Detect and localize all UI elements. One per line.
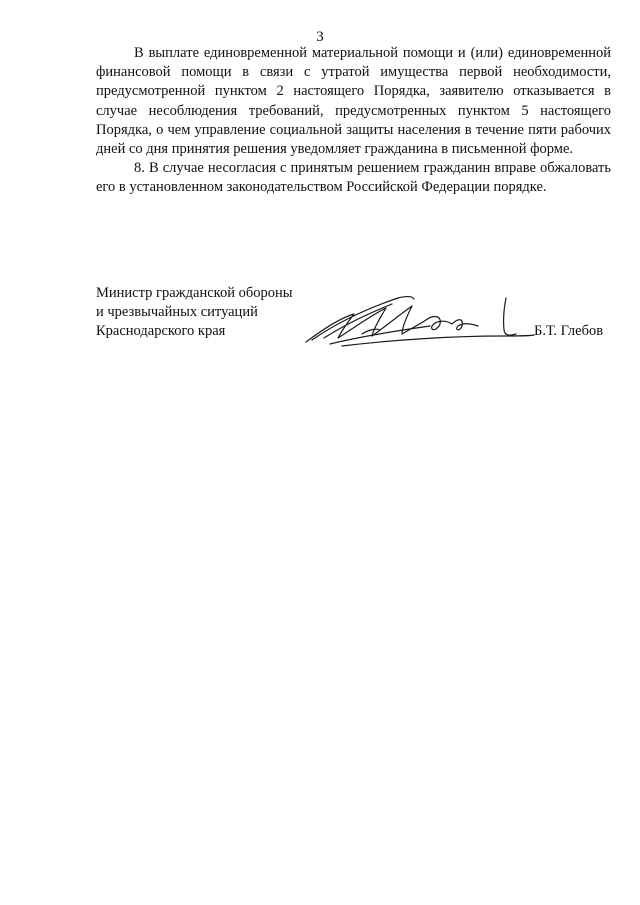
signatory-position-line: Краснодарского края (96, 323, 226, 340)
paragraph-appeal: 8. В случае несогласия с принятым решением гражданин вправе обжаловать его в установленном законодательством Российской Федерации порядке. (96, 160, 611, 196)
signatory-position-line: Министр гражданской обороны (96, 285, 293, 301)
document-body (96, 44, 611, 198)
signatory-position (96, 284, 292, 342)
paragraph-refusal: В выплате единовременной материальной помощи и (или) единовременной финансовой помощи в связи с утратой имущества первой необходимости, предусмотренной пунктом 2 настоящего Порядка, заявителю отказывается в случае несоблюдения требований, предусмотренных пунктом 5 настоящего Порядка, о чем управление социальной защиты населения в течение пяти рабочих дней со дня принятия решения уведомляет гражданина в письменной форме. (96, 45, 611, 158)
page-number: 3 (316, 29, 324, 45)
signer-name: Б.Т. Глебов (534, 323, 604, 339)
handwritten-signature-icon (302, 290, 537, 352)
signatory-position-line: и чрезвычайных ситуаций (96, 304, 258, 321)
